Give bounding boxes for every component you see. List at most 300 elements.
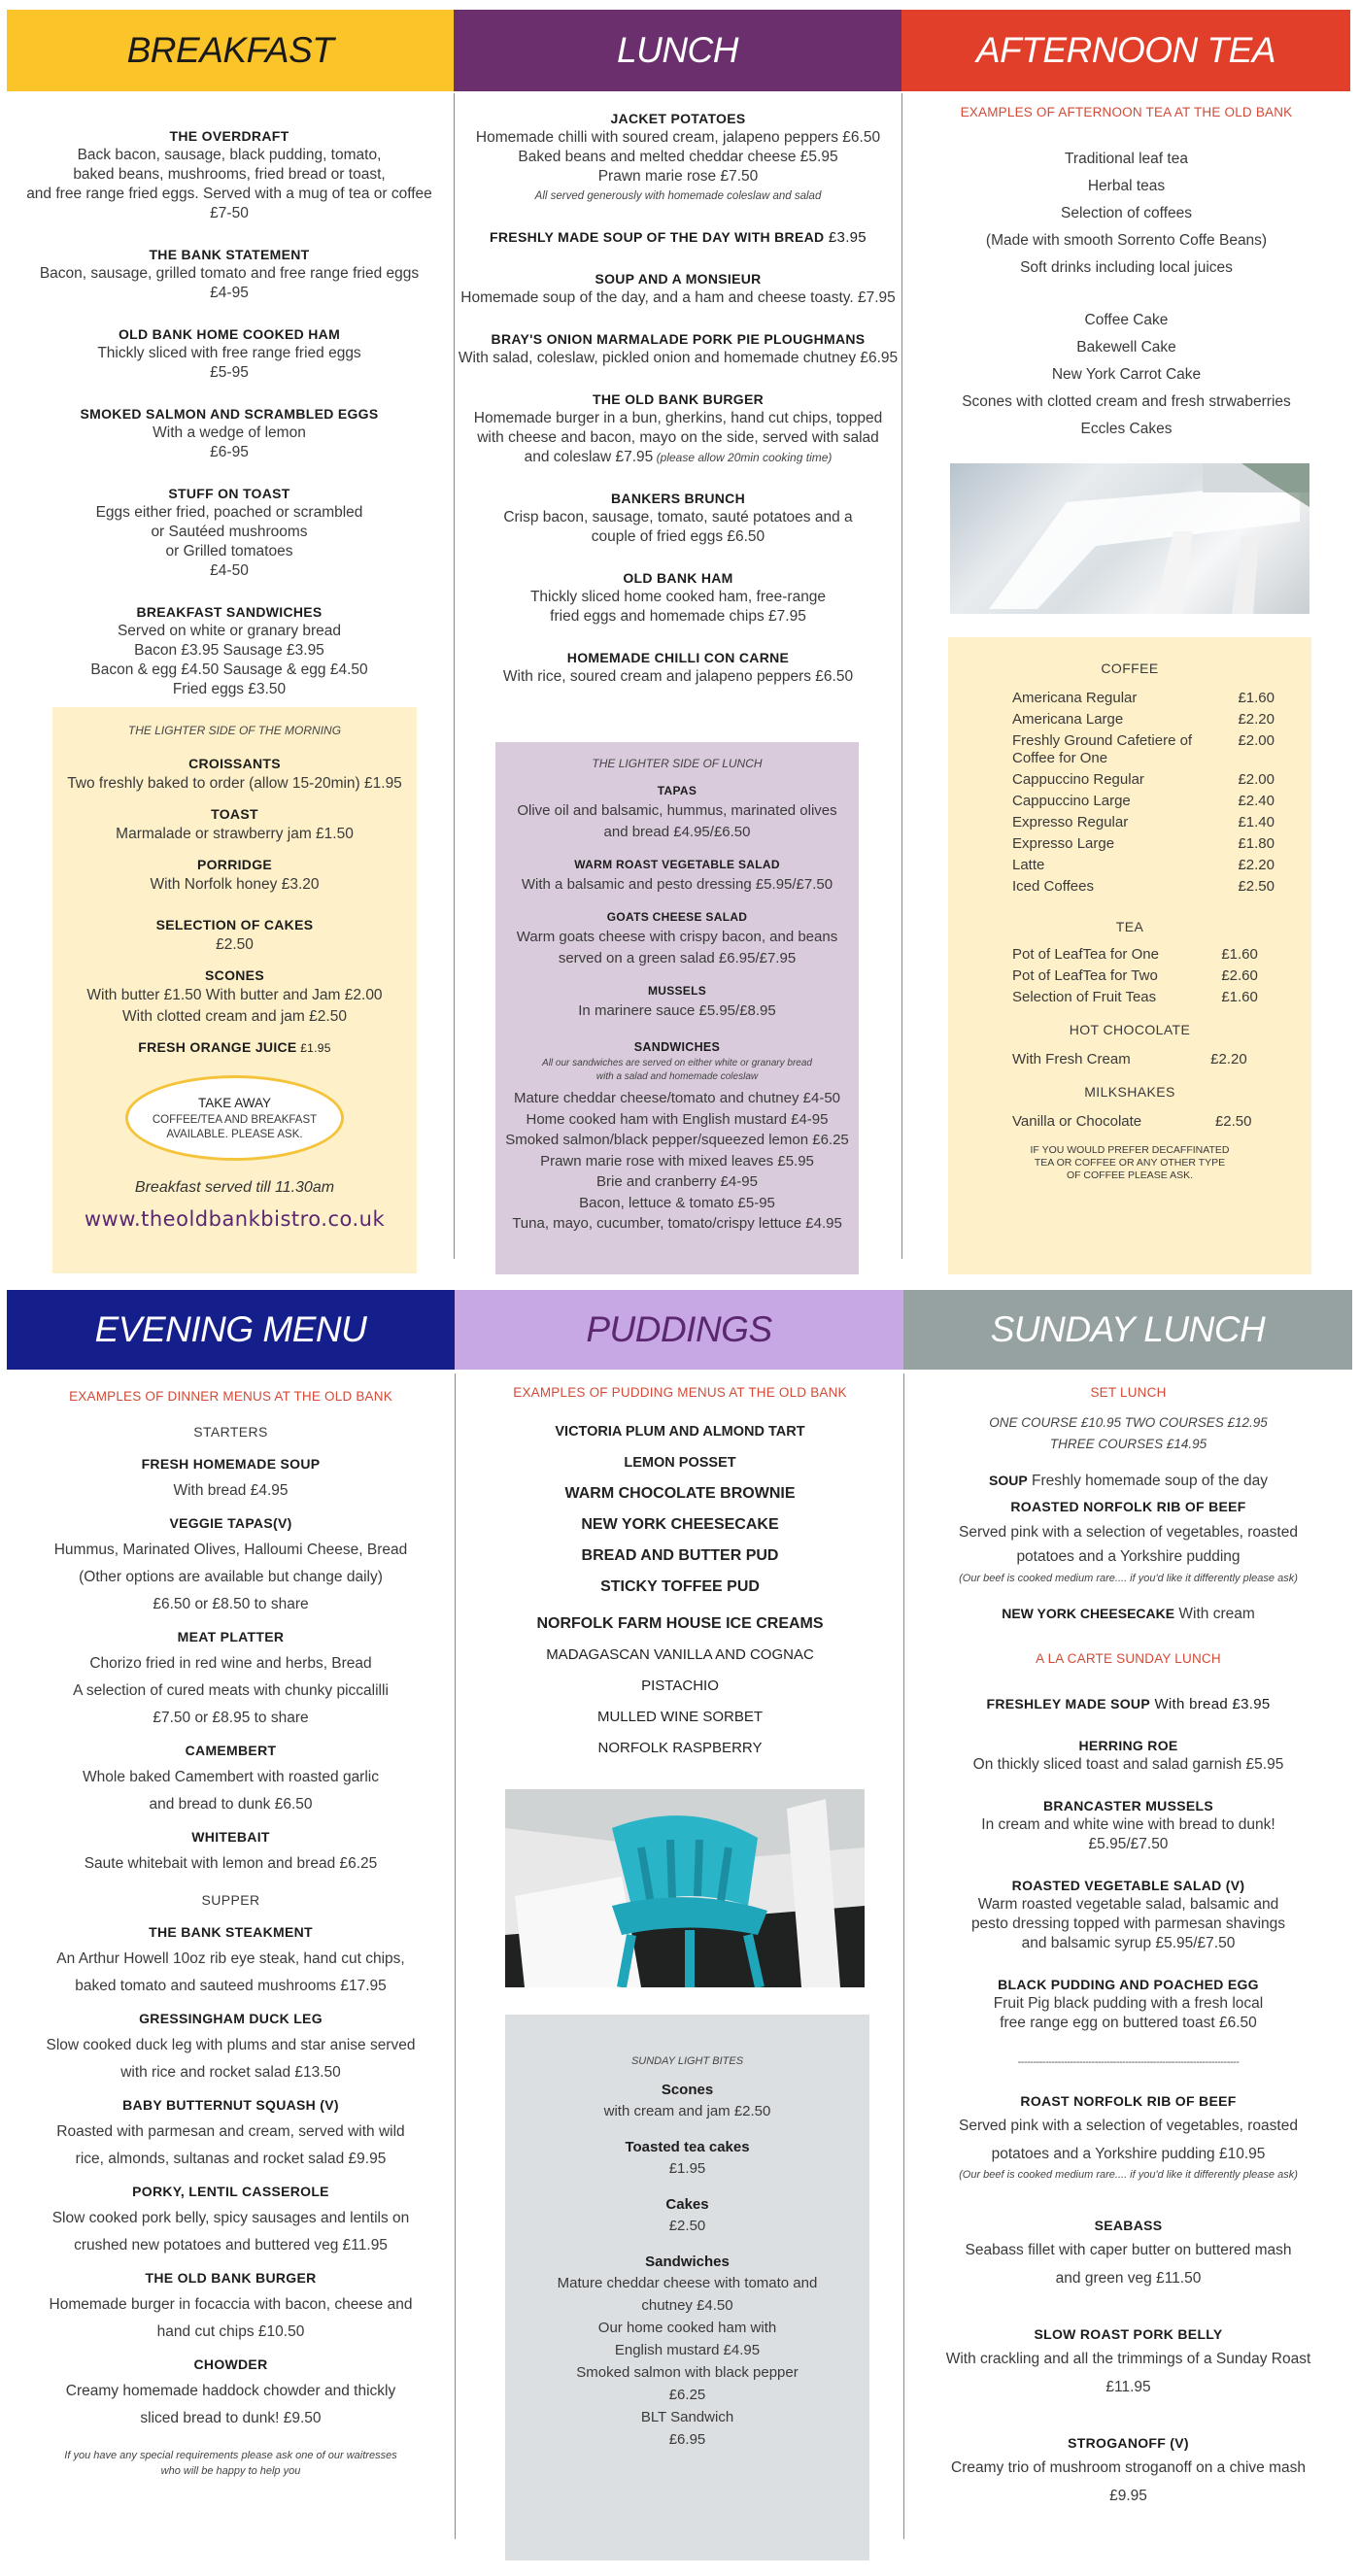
breakfast-lighter [52,707,417,1229]
item-title: SOUP AND A MONSIEUR [595,271,762,287]
item-title: THE OVERDRAFT [169,128,289,144]
price-row [1012,987,1275,1008]
takeaway-badge [125,1075,344,1161]
item-line: couple of fried eggs £6.50 [591,528,765,545]
light-bites-list [505,2081,869,2451]
milkshakes-title: MILKSHAKES [1084,1084,1175,1100]
item-line: Whole baked Camembert with roasted garlic [83,1769,379,1785]
roast-beef-line-2: potatoes and a Yorkshire pudding [1016,1548,1241,1565]
price-label: Expresso Regular [1012,814,1129,830]
price-value: £2.20 [1238,711,1275,728]
item-line: fried eggs and homemade chips £7.95 [550,608,806,625]
item-line: £4-50 [210,562,249,579]
price-row [1012,966,1275,987]
item-line: With a wedge of lemon [153,424,306,441]
item-line-text: and coleslaw £7.95 [524,449,654,465]
item-title: WHITEBAIT [191,1829,270,1845]
item-line: On thickly sliced toast and salad garnish £5.95 [972,1756,1284,1773]
evening-column [10,1383,452,2479]
bite-line: BLT Sandwich [640,2409,734,2425]
item-line: Creamy homemade haddock chowder and thickly [65,2383,396,2399]
sandwich-item: Bacon, lettuce & tomato £5-95 [579,1194,775,1211]
price-value: £2.40 [1238,793,1275,809]
item-title: THE OLD BANK BURGER [592,391,765,407]
takeaway-line-2: AVAILABLE. PLEASE ASK. [166,1129,303,1140]
item-line: free range egg on buttered toast £6.50 [1000,2015,1257,2031]
item-title: OLD BANK HAM [623,570,733,586]
bite-line: £2.50 [668,2218,706,2234]
footer-line: If you have any special requirements please ask one of our waitresses [64,2450,397,2461]
item-title: BREAKFAST SANDWICHES [136,604,323,620]
supper-label: SUPPER [201,1892,260,1908]
item-line: A selection of cured meats with chunky piccalilli [73,1682,389,1699]
item-line: £5-95 [210,364,249,381]
ice-cream-list [459,1640,901,1764]
item-line: Baked beans and melted cheddar cheese £5.95 [518,149,838,165]
sandwich-item: Mature cheddar cheese/tomato and chutney £4-50 [513,1090,841,1106]
item-title: VEGGIE TAPAS(V) [169,1515,292,1531]
table-chair-photo [950,463,1309,614]
item-title: PORKY, LENTIL CASSEROLE [132,2184,329,2199]
price-row [1012,944,1275,966]
item-line: Homemade burger in a bun, gherkins, hand cut chips, topped [473,410,883,426]
item-line: Thickly sliced with free range fried eggs [97,345,361,361]
sandwich-item: Smoked salmon/black pepper/squeezed lemon £6.25 [505,1132,849,1148]
price-value: £2.50 [1238,878,1275,895]
drink-item: Soft drinks including local juices [1020,259,1233,276]
sandwiches-title: SANDWICHES [633,1040,721,1054]
item-line: Thickly sliced home cooked ham, free-range [529,589,827,605]
item-title: CHOWDER [193,2356,268,2372]
bite-line: Smoked salmon with black pepper [576,2364,799,2381]
bite-line: £1.95 [668,2160,706,2177]
item-line: Chorizo fried in red wine and herbs, Bread [89,1655,372,1672]
bite-line: with cream and jam £2.50 [603,2103,771,2119]
price-label: Expresso Large [1012,835,1115,852]
item-line: Homemade burger in focaccia with bacon, cheese and [49,2296,413,2313]
light-bites-title: SUNDAY LIGHT BITES [630,2055,744,2067]
item-line: With rice, soured cream and jalapeno peppers £6.50 [502,668,854,685]
item-title: GRESSINGHAM DUCK LEG [139,2011,323,2026]
item-line: Saute whitebait with lemon and bread £6.25 [84,1855,378,1872]
item-title: THE BANK STATEMENT [149,247,310,262]
item-line: served on a green salad £6.95/£7.95 [558,950,797,966]
item-line: and balsamic syrup £5.95/£7.50 [1021,1935,1236,1951]
cheesecake-text: With cream [1178,1606,1255,1622]
item-title: PORRIDGE [196,857,273,872]
milkshakes-table [1012,1111,1275,1133]
item-line: Marmalade or strawberry jam £1.50 [116,826,354,842]
item-line: £9.95 [1109,2488,1147,2504]
bite-line: English mustard £4.95 [614,2342,761,2358]
sandwich-item: Prawn marie rose with mixed leaves £5.95 [540,1152,814,1169]
item-line: Warm goats cheese with crispy bacon, and beans [516,929,838,945]
breakfast-lighter-title: THE LIGHTER SIDE OF THE MORNING [127,724,342,737]
price-label: Selection of Fruit Teas [1012,989,1157,1005]
lunch-lighter-items [495,781,859,1022]
item-line: with cheese and bacon, mayo on the side, served with salad [477,429,879,446]
set-lunch-prices-1: ONE COURSE £10.95 TWO COURSES £12.95 [989,1415,1268,1430]
item-line: £6-95 [210,444,249,460]
item-title: FRESH ORANGE JUICE £1.95 [138,1039,331,1055]
price-label: Iced Coffees [1012,878,1094,895]
sunday-mains-list [907,2091,1349,2509]
hot-chocolate-table [1012,1049,1275,1070]
bite-line: £6.95 [668,2431,706,2448]
item-line: In cream and white wine with bread to dunk! [981,1816,1275,1833]
breakfast-column [10,105,449,699]
bite-line: Mature cheddar cheese with tomato and [557,2275,818,2291]
item-line: £4-95 [210,285,249,301]
soup-text: Freshly homemade soup of the day [1032,1473,1268,1489]
starters-label: STARTERS [193,1424,268,1440]
pudding-item: BREAD AND BUTTER PUD [581,1547,779,1564]
sunday-column [907,1383,1349,2509]
item-line: With clotted cream and jam £2.50 [122,1008,347,1025]
item-line: Bacon £3.95 Sausage £3.95 [134,642,324,659]
item-title: HOMEMADE CHILLI CON CARNE [566,650,790,665]
takeaway-line-1: COFFEE/TEA AND BREAKFAST [152,1114,318,1126]
item-line: or Sautéed mushrooms [151,524,308,540]
coffee-table [1012,688,1275,898]
bite-line: £6.25 [668,2387,706,2403]
price-row [1012,1049,1275,1070]
price-label: Pot of LeafTea for Two [1012,967,1158,984]
drink-item: Herbal teas [1087,178,1166,194]
hot-chocolate-title: HOT CHOCOLATE [1069,1022,1191,1037]
item-line: Homemade chilli with soured cream, jalapeno peppers £6.50 [475,129,881,146]
price-row [1012,876,1275,898]
price-value: £1.40 [1238,814,1275,830]
ice-cream-item: MADAGASCAN VANILLA AND COGNAC [546,1646,814,1663]
item-title: BABY BUTTERNUT SQUASH (V) [122,2097,339,2113]
lunch-lighter-box [495,742,859,1274]
item-line: With butter £1.50 With butter and Jam £2.00 [86,987,383,1003]
item-line: Slow cooked pork belly, spicy sausages and lentils on [51,2210,410,2226]
price-row [1012,769,1275,791]
decaf-line: IF YOU WOULD PREFER DECAFFINATED [1030,1144,1230,1156]
item-title [907,1694,1349,1714]
pudding-item: WARM CHOCOLATE BROWNIE [564,1485,796,1502]
roast-beef-note: (Our beef is cooked medium rare.... if you'd like it differently please ask) [959,1573,1298,1584]
item-line: Fried eggs £3.50 [172,681,287,697]
price-value: £2.00 [1238,771,1275,788]
item-line: Hummus, Marinated Olives, Halloumi Cheese, Bread [53,1542,408,1558]
item-name: HERRING ROE [1078,1738,1178,1753]
sandwiches-note-1: All our sandwiches are served on either white or granary bread [542,1058,812,1068]
sandwich-item: Tuna, mayo, cucumber, tomato/crispy lettuce £4.95 [512,1215,842,1232]
item-line: £5.95/£7.50 [1088,1836,1169,1852]
drink-item: Selection of coffees [1061,205,1192,221]
item-price: £3.95 [824,229,867,246]
breakfast-served-till: Breakfast served till 11.30am [134,1179,335,1196]
item-title: JACKET POTATOES [610,111,746,126]
item-title: SMOKED SALMON AND SCRAMBLED EGGS [80,406,379,422]
item-line: baked beans, mushrooms, fried bread or toast, [73,166,386,183]
price-value: £1.60 [1221,946,1258,963]
price-value: £2.50 [1214,1113,1252,1130]
item-line [457,448,900,467]
item-line: An Arthur Howell 10oz rib eye steak, hand cut chips, [56,1950,405,1967]
item-line: With Norfolk honey £3.20 [150,876,320,893]
item-line: baked tomato and sauteed mushrooms £17.95 [75,1978,387,1994]
item-price: £1.95 [296,1041,331,1055]
item-line: In marinere sauce £5.95/£8.95 [578,1002,776,1019]
supper-list [10,1919,452,2432]
price-value: £1.60 [1238,690,1275,706]
item-line: £7.50 or £8.95 to share [153,1710,309,1726]
cheesecake-label: NEW YORK CHEESECAKE [1002,1606,1175,1621]
item-line: Two freshly baked to order (allow 15-20min) £1.95 [67,775,402,792]
lunch-column [457,105,900,687]
item-title: STROGANOFF (V) [1068,2435,1189,2451]
drinks-list [948,637,1311,1182]
item-line: £2.50 [216,936,254,953]
price-value: £2.20 [1210,1051,1247,1068]
item-line: Homemade soup of the day, and a ham and cheese toasty. £7.95 [460,289,896,306]
afternoon-drinks [905,146,1347,282]
item-title: BANKERS BRUNCH [611,491,745,506]
roast-beef-line-1: Served pink with a selection of vegetables, roasted [959,1524,1298,1541]
bite-line: Our home cooked ham with [597,2320,777,2336]
item-line: Warm roasted vegetable salad, balsamic and [977,1896,1279,1913]
breakfast-lighter-box [52,707,417,1273]
price-row [1012,855,1275,876]
ice-cream-item: MULLED WINE SORBET [596,1709,764,1725]
decaf-line: TEA OR COFFEE OR ANY OTHER TYPE [1034,1157,1226,1169]
sandwich-item: Brie and cranberry £4-95 [596,1173,758,1190]
price-label: Americana Large [1012,711,1124,728]
divider [454,93,455,1259]
item-line: rice, almonds, sultanas and rocket salad £9.95 [75,2151,387,2167]
afternoon-subtitle: EXAMPLES OF AFTERNOON TEA AT THE OLD BANK [960,105,1293,119]
pudding-item: LEMON POSSET [624,1455,736,1471]
item-title: FRESHLY MADE SOUP OF THE DAY WITH BREAD £3.95 [490,229,867,246]
tea-table [1012,944,1275,1008]
set-lunch-prices-2: THREE COURSES £14.95 [1049,1437,1207,1451]
price-label: With Fresh Cream [1012,1051,1131,1068]
item-title [907,1736,1349,1755]
tea-title: TEA [1115,919,1144,934]
item-line: and bread £4.95/£6.50 [603,824,751,840]
cake-item: Bakewell Cake [1076,339,1176,356]
price-label: Cappuccino Large [1012,793,1131,809]
item-title [907,1975,1349,1994]
evening-subtitle: EXAMPLES OF DINNER MENUS AT THE OLD BANK [69,1389,392,1404]
price-label: Freshly Ground Cafetiere of Coffee for One [1012,732,1193,766]
item-title: GOATS CHEESE SALAD [606,910,748,924]
pudding-item: NEW YORK CHEESECAKE [581,1516,779,1533]
takeaway-title: TAKE AWAY [197,1096,271,1110]
evening-menu-header: EVENING MENU [7,1290,455,1370]
item-line: pesto dressing topped with parmesan shavings [970,1915,1286,1932]
alacarte-list [907,1694,1349,2033]
cake-item: New York Carrot Cake [1051,366,1202,383]
item-title: SEABASS [1094,2218,1163,2233]
puddings-header: PUDDINGS [455,1290,903,1370]
coffee-title: COFFEE [1101,661,1159,676]
item-line: With bread £4.95 [173,1482,289,1499]
item-line: with rice and rocket salad £13.50 [120,2064,341,2081]
divider [901,93,902,1259]
cake-item: Eccles Cakes [1080,421,1173,437]
item-title: MEAT PLATTER [177,1629,285,1644]
item-line: and free range fried eggs. Served with a mug of tea or coffee [26,186,432,202]
price-row [1012,812,1275,833]
item-line: and green veg £11.50 [1055,2270,1202,2287]
price-row [1012,709,1275,730]
drink-item: (Made with smooth Sorrento Coffe Beans) [985,232,1268,249]
breakfast-header: BREAKFAST [7,10,454,91]
bite-title: Sandwiches [645,2254,730,2270]
website-link[interactable]: www.theoldbankbistro.co.uk [84,1207,386,1231]
item-line: Fruit Pig black pudding with a fresh local [993,1995,1264,2012]
item-line: Served pink with a selection of vegetables, roasted [959,2118,1298,2134]
ice-cream-title: NORFOLK FARM HOUSE ICE CREAMS [536,1615,824,1632]
breakfast-lighter-items [52,754,417,1058]
blue-chair-photo [505,1789,865,1987]
cake-item: Coffee Cake [1084,312,1169,328]
price-label: Cappuccino Regular [1012,771,1144,788]
section-divider: ------------------------------------------------------------------------ [1017,2056,1240,2068]
item-note: (please allow 20min cooking time) [653,451,833,464]
bite-title: Scones [661,2082,714,2098]
item-line: Roasted with parmesan and cream, served with wild [56,2123,405,2140]
item-title: MUSSELS [647,984,707,998]
price-label: Vanilla or Chocolate [1012,1113,1142,1130]
roast-beef-title: ROASTED NORFOLK RIB OF BEEF [1010,1499,1246,1514]
sandwiches-note-2: with a salad and homemade coleslaw [595,1071,759,1082]
item-line: Seabass fillet with caper butter on buttered mash [965,2242,1292,2258]
lunch-lighter [495,742,859,1235]
evening-footer-note [10,2448,452,2479]
item-title: SCONES [205,967,264,983]
bite-title: Toasted tea cakes [625,2139,750,2155]
puddings-subtitle: EXAMPLES OF PUDDING MENUS AT THE OLD BANK [513,1385,847,1400]
item-line: With a balsamic and pesto dressing £5.95/£7.50 [521,876,833,893]
price-value: £2.00 [1238,732,1275,749]
price-row [1012,1111,1275,1133]
divider [903,1373,904,2539]
item-title: THE OLD BANK BURGER [145,2270,317,2286]
ice-cream-item: NORFOLK RASPBERRY [597,1740,763,1756]
item-line: hand cut chips £10.50 [156,2323,305,2340]
alacarte-title: A LA CARTE SUNDAY LUNCH [1036,1651,1221,1666]
price-row [1012,730,1275,769]
bite-title: Cakes [665,2196,709,2213]
item-line: Bacon & egg £4.50 Sausage & egg £4.50 [90,661,368,678]
item-name: FRESHLEY MADE SOUP [986,1696,1150,1712]
item-line: Served on white or granary bread [117,623,342,639]
item-line: Olive oil and balsamic, hummus, marinated olives [517,802,837,819]
item-line: Creamy trio of mushroom stroganoff on a chive mash [951,2459,1306,2476]
item-line: £7-50 [210,205,249,221]
item-line: potatoes and a Yorkshire pudding £10.95 [991,2146,1266,2162]
price-label: Pot of LeafTea for One [1012,946,1159,963]
price-label: Americana Regular [1012,690,1138,706]
item-title: OLD BANK HOME COOKED HAM [118,326,341,342]
price-value: £2.60 [1221,967,1258,984]
footer-line: who will be happy to help you [160,2465,301,2477]
item-title: BRAY'S ONION MARMALADE PORK PIE PLOUGHMANS [491,331,866,347]
item-note: (Our beef is cooked medium rare.... if you'd like it differently please ask) [959,2169,1298,2181]
item-title: ROAST NORFOLK RIB OF BEEF [1020,2093,1237,2109]
lunch-items [457,109,900,687]
price-row [1012,688,1275,709]
pudding-list [459,1416,901,1603]
ice-cream-item: PISTACHIO [641,1678,719,1694]
item-title: CAMEMBERT [185,1743,277,1758]
drink-item: Traditional leaf tea [1065,151,1188,167]
bite-line: chutney £4.50 [641,2297,733,2314]
item-name: BRANCASTER MUSSELS [1043,1798,1213,1813]
item-line: and bread to dunk £6.50 [149,1796,313,1813]
item-line: With salad, coleslaw, pickled onion and homemade chutney £6.95 [458,350,899,366]
drinks-box [948,637,1311,1274]
sandwich-item: Home cooked ham with English mustard £4-95 [526,1110,829,1128]
item-line: crushed new potatoes and buttered veg £11.95 [74,2237,388,2254]
decaf-note [1012,1144,1275,1182]
item-line: £6.50 or £8.50 to share [153,1596,309,1612]
item-title: STUFF ON TOAST [168,486,290,501]
pudding-item: VICTORIA PLUM AND ALMOND TART [555,1424,805,1440]
item-line: Bacon, sausage, grilled tomato and free range fried eggs [39,265,420,282]
afternoon-tea-header: AFTERNOON TEA [901,10,1350,91]
afternoon-column [905,103,1347,443]
item-line: With crackling and all the trimmings of a Sunday Roast [945,2351,1311,2367]
item-title [907,1876,1349,1895]
price-value: £2.20 [1238,857,1275,873]
sunday-lunch-header: SUNDAY LUNCH [903,1290,1352,1370]
item-title: CROISSANTS [188,756,281,771]
sunday-light-bites-box [505,2015,869,2560]
item-title: THE BANK STEAKMENT [149,1924,313,1940]
sandwich-list [495,1088,859,1235]
lunch-lighter-title: THE LIGHTER SIDE OF LUNCH [592,757,763,770]
item-line: sliced bread to dunk! £9.50 [140,2410,322,2426]
item-line: Back bacon, sausage, black pudding, tomato, [77,147,382,163]
cake-item: Scones with clotted cream and fresh strwaberries [962,393,1291,410]
item-line: Crisp bacon, sausage, tomato, sauté potatoes and a [503,509,853,525]
item-note: All served generously with homemade coleslaw and salad [534,190,822,202]
price-value: £1.80 [1238,835,1275,852]
item-title: SELECTION OF CAKES [155,917,314,932]
divider [455,1373,456,2539]
item-line: (Other options are available but change daily) [79,1569,383,1585]
item-title: SLOW ROAST PORK BELLY [1034,2326,1223,2342]
afternoon-cakes [905,307,1347,443]
item-name: BLACK PUDDING AND POACHED EGG [998,1977,1259,1992]
item-line: Prawn marie rose £7.50 [597,168,759,185]
item-title: TOAST [211,806,258,822]
item-line: £11.95 [1105,2379,1151,2395]
breakfast-items [10,126,449,699]
item-title: FRESH HOMEMADE SOUP [141,1456,321,1472]
price-label: Latte [1012,857,1045,873]
starters-list [10,1451,452,1878]
lunch-header: LUNCH [454,10,901,91]
item-line: Slow cooked duck leg with plums and star anise served [46,2037,416,2053]
item-title [907,1796,1349,1815]
item-inline: With bread £3.95 [1149,1696,1271,1712]
item-name: ROASTED VEGETABLE SALAD (V) [1011,1878,1245,1893]
puddings-column [459,1383,901,1764]
price-row [1012,833,1275,855]
price-row [1012,791,1275,812]
sunday-light-bites [505,2015,869,2451]
soup-label: SOUP [989,1473,1028,1488]
item-line: or Grilled tomatoes [165,543,293,559]
